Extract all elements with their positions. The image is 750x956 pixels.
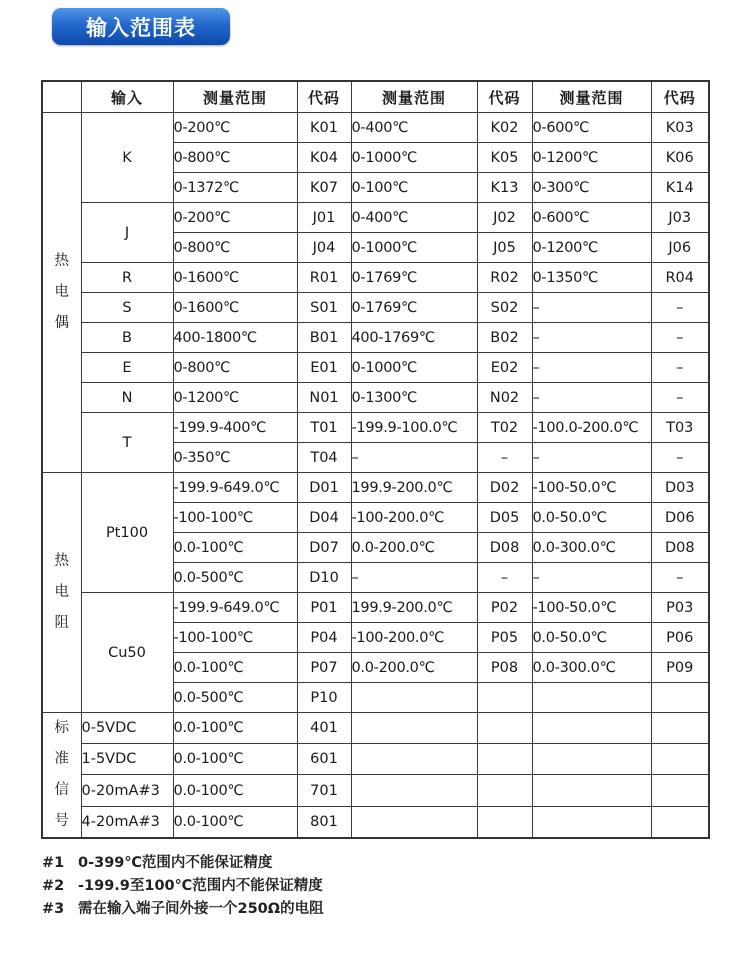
range-cell: 0-1600℃ (173, 293, 297, 323)
group-label-char: 偶 (54, 315, 69, 331)
code-cell (651, 713, 709, 744)
code-cell: N02 (477, 383, 532, 413)
footnote (42, 898, 324, 921)
footnote (42, 852, 324, 875)
range-cell: 0-1200℃ (173, 383, 297, 413)
footnote-key: #2 (42, 878, 65, 894)
header-row (42, 81, 709, 113)
group-label-cell (42, 473, 81, 713)
code-cell: – (651, 443, 709, 473)
code-cell (477, 713, 532, 744)
code-cell: P07 (297, 653, 351, 683)
code-cell: K07 (297, 173, 351, 203)
code-cell: – (651, 353, 709, 383)
range-cell: 0-1000℃ (351, 143, 477, 173)
group-label-cell (42, 113, 81, 473)
code-cell: D08 (477, 533, 532, 563)
range-cell: 400-1769℃ (351, 323, 477, 353)
range-cell: – (351, 443, 477, 473)
range-cell: 0.0-300.0℃ (532, 653, 651, 683)
header-range-3: 测量范围 (532, 81, 651, 113)
group-label-char: 电 (54, 584, 69, 600)
range-cell: – (532, 443, 651, 473)
table-row (42, 713, 709, 744)
code-cell (651, 806, 709, 838)
code-cell: S02 (477, 293, 532, 323)
input-type-cell: N (81, 383, 173, 413)
code-cell (477, 744, 532, 775)
code-cell: R02 (477, 263, 532, 293)
range-cell: 0-1350℃ (532, 263, 651, 293)
input-type-cell: 0-20mA#3 (81, 775, 173, 806)
range-cell: 0.0-100℃ (173, 806, 297, 838)
code-cell: P08 (477, 653, 532, 683)
code-cell: B02 (477, 323, 532, 353)
footnotes (42, 852, 324, 921)
range-cell: – (532, 563, 651, 593)
range-cell: 0-400℃ (351, 203, 477, 233)
table-row (42, 113, 709, 143)
range-cell: 0.0-100℃ (173, 775, 297, 806)
code-cell: P06 (651, 623, 709, 653)
code-cell: E01 (297, 353, 351, 383)
table-row (42, 383, 709, 413)
group-label-char: 标 (54, 720, 69, 736)
range-cell: -199.9-649.0℃ (173, 473, 297, 503)
code-cell: D05 (477, 503, 532, 533)
range-cell: 0-1300℃ (351, 383, 477, 413)
table-row (42, 293, 709, 323)
range-cell: 0.0-300.0℃ (532, 533, 651, 563)
code-cell: N01 (297, 383, 351, 413)
range-cell: 0-200℃ (173, 203, 297, 233)
header-range-1: 测量范围 (173, 81, 297, 113)
range-cell: 0-1372℃ (173, 173, 297, 203)
range-cell: 0-1769℃ (351, 263, 477, 293)
code-cell: – (651, 293, 709, 323)
code-cell: 601 (297, 744, 351, 775)
input-type-cell: K (81, 113, 173, 203)
header-range-2: 测量范围 (351, 81, 477, 113)
range-cell: 0-800℃ (173, 233, 297, 263)
range-cell: – (532, 293, 651, 323)
code-cell (651, 744, 709, 775)
code-cell: K05 (477, 143, 532, 173)
range-cell: 0-1600℃ (173, 263, 297, 293)
code-cell: K14 (651, 173, 709, 203)
range-cell: 0-600℃ (532, 203, 651, 233)
group-label-char: 信 (54, 782, 69, 798)
range-cell: 0.0-500℃ (173, 683, 297, 713)
code-cell: – (651, 383, 709, 413)
code-cell: E02 (477, 353, 532, 383)
range-cell (532, 806, 651, 838)
code-cell: J04 (297, 233, 351, 263)
table-row (42, 806, 709, 838)
code-cell: D01 (297, 473, 351, 503)
footnote (42, 875, 324, 898)
code-cell: – (477, 443, 532, 473)
footnote-text: 需在输入端子间外接一个250Ω的电阻 (78, 901, 324, 917)
code-cell: D08 (651, 533, 709, 563)
code-cell (477, 806, 532, 838)
range-cell: – (532, 383, 651, 413)
input-type-cell: J (81, 203, 173, 263)
input-type-cell: Pt100 (81, 473, 173, 593)
range-cell (532, 713, 651, 744)
code-cell: P04 (297, 623, 351, 653)
range-cell (532, 683, 651, 713)
code-cell: J02 (477, 203, 532, 233)
footnote-text: -199.9至100℃范围内不能保证精度 (78, 878, 323, 894)
range-cell: 199.9-200.0℃ (351, 593, 477, 623)
code-cell: – (651, 323, 709, 353)
range-cell: 0-1200℃ (532, 233, 651, 263)
range-cell (351, 775, 477, 806)
range-cell: 0-800℃ (173, 143, 297, 173)
code-cell: 401 (297, 713, 351, 744)
code-cell: J03 (651, 203, 709, 233)
footnote-key: #3 (42, 901, 65, 917)
code-cell: D02 (477, 473, 532, 503)
code-cell: P02 (477, 593, 532, 623)
table-row (42, 744, 709, 775)
code-cell: J01 (297, 203, 351, 233)
code-cell (651, 683, 709, 713)
code-cell: T04 (297, 443, 351, 473)
range-cell (532, 744, 651, 775)
range-cell: -100-50.0℃ (532, 473, 651, 503)
code-cell: 701 (297, 775, 351, 806)
code-cell: D06 (651, 503, 709, 533)
code-cell: K13 (477, 173, 532, 203)
table-row (42, 263, 709, 293)
input-type-cell: 4-20mA#3 (81, 806, 173, 838)
range-cell: -199.9-100.0℃ (351, 413, 477, 443)
code-cell (477, 775, 532, 806)
range-cell: 0-1000℃ (351, 353, 477, 383)
input-type-cell: Cu50 (81, 593, 173, 713)
range-cell (351, 713, 477, 744)
table-row (42, 473, 709, 503)
code-cell: K03 (651, 113, 709, 143)
table-row (42, 413, 709, 443)
code-cell: P09 (651, 653, 709, 683)
range-cell: 400-1800℃ (173, 323, 297, 353)
range-cell: 199.9-200.0℃ (351, 473, 477, 503)
input-type-cell: R (81, 263, 173, 293)
range-cell: 0.0-100℃ (173, 744, 297, 775)
group-label-char: 号 (54, 813, 69, 829)
code-cell: R04 (651, 263, 709, 293)
range-cell: 0-800℃ (173, 353, 297, 383)
group-label-cell (42, 713, 81, 839)
range-cell: 0.0-50.0℃ (532, 503, 651, 533)
range-cell: 0.0-500℃ (173, 563, 297, 593)
header-code-2: 代码 (477, 81, 532, 113)
header-code-3: 代码 (651, 81, 709, 113)
range-cell: – (351, 563, 477, 593)
range-cell: -100-200.0℃ (351, 623, 477, 653)
range-cell: -100-100℃ (173, 503, 297, 533)
code-cell: J05 (477, 233, 532, 263)
range-cell: 0.0-50.0℃ (532, 623, 651, 653)
code-cell: D03 (651, 473, 709, 503)
code-cell: P01 (297, 593, 351, 623)
table-row (42, 593, 709, 623)
range-cell: 0.0-200.0℃ (351, 533, 477, 563)
range-cell: -199.9-400℃ (173, 413, 297, 443)
input-type-cell: E (81, 353, 173, 383)
code-cell: R01 (297, 263, 351, 293)
range-cell (351, 683, 477, 713)
range-cell: 0-350℃ (173, 443, 297, 473)
code-cell: D04 (297, 503, 351, 533)
footnote-text: 0-399℃范围内不能保证精度 (78, 855, 273, 871)
range-cell: 0.0-100℃ (173, 713, 297, 744)
range-cell: -100-200.0℃ (351, 503, 477, 533)
range-cell: – (532, 353, 651, 383)
code-cell: P03 (651, 593, 709, 623)
code-cell: T03 (651, 413, 709, 443)
range-cell: – (532, 323, 651, 353)
code-cell: D10 (297, 563, 351, 593)
input-range-table (41, 80, 710, 839)
group-label-char: 准 (54, 751, 69, 767)
group-label-char: 热 (54, 553, 69, 569)
group-label-char: 阻 (54, 615, 69, 631)
table-row (42, 203, 709, 233)
code-cell: B01 (297, 323, 351, 353)
table-row (42, 353, 709, 383)
code-cell: 801 (297, 806, 351, 838)
table-row (42, 323, 709, 353)
footnote-key: #1 (42, 855, 65, 871)
code-cell (477, 683, 532, 713)
range-cell: -199.9-649.0℃ (173, 593, 297, 623)
code-cell: D07 (297, 533, 351, 563)
range-cell: 0-100℃ (351, 173, 477, 203)
range-cell: -100.0-200.0℃ (532, 413, 651, 443)
range-cell: 0-300℃ (532, 173, 651, 203)
range-cell: -100-50.0℃ (532, 593, 651, 623)
input-type-cell: T (81, 413, 173, 473)
header-input: 输入 (81, 81, 173, 113)
input-type-cell: 1-5VDC (81, 744, 173, 775)
code-cell: K01 (297, 113, 351, 143)
range-cell: 0-400℃ (351, 113, 477, 143)
code-cell: T01 (297, 413, 351, 443)
range-cell (351, 744, 477, 775)
input-type-cell: S (81, 293, 173, 323)
title-banner: 输入范围表 (52, 8, 230, 45)
code-cell: S01 (297, 293, 351, 323)
code-cell: T02 (477, 413, 532, 443)
code-cell: K06 (651, 143, 709, 173)
code-cell: K02 (477, 113, 532, 143)
range-cell: -100-100℃ (173, 623, 297, 653)
input-type-cell: 0-5VDC (81, 713, 173, 744)
range-cell: 0-200℃ (173, 113, 297, 143)
code-cell: J06 (651, 233, 709, 263)
range-cell: 0-1000℃ (351, 233, 477, 263)
group-label-char: 电 (54, 284, 69, 300)
range-cell: 0-1769℃ (351, 293, 477, 323)
header-group (42, 81, 81, 113)
range-cell: 0-1200℃ (532, 143, 651, 173)
input-type-cell: B (81, 323, 173, 353)
range-cell: 0.0-200.0℃ (351, 653, 477, 683)
code-cell: K04 (297, 143, 351, 173)
code-cell: – (477, 563, 532, 593)
range-cell: 0.0-100℃ (173, 533, 297, 563)
code-cell: P10 (297, 683, 351, 713)
code-cell: P05 (477, 623, 532, 653)
code-cell: – (651, 563, 709, 593)
range-cell: 0-600℃ (532, 113, 651, 143)
code-cell (651, 775, 709, 806)
table-row (42, 775, 709, 806)
group-label-char: 热 (54, 253, 69, 269)
header-code-1: 代码 (297, 81, 351, 113)
range-cell (351, 806, 477, 838)
range-cell: 0.0-100℃ (173, 653, 297, 683)
range-cell (532, 775, 651, 806)
